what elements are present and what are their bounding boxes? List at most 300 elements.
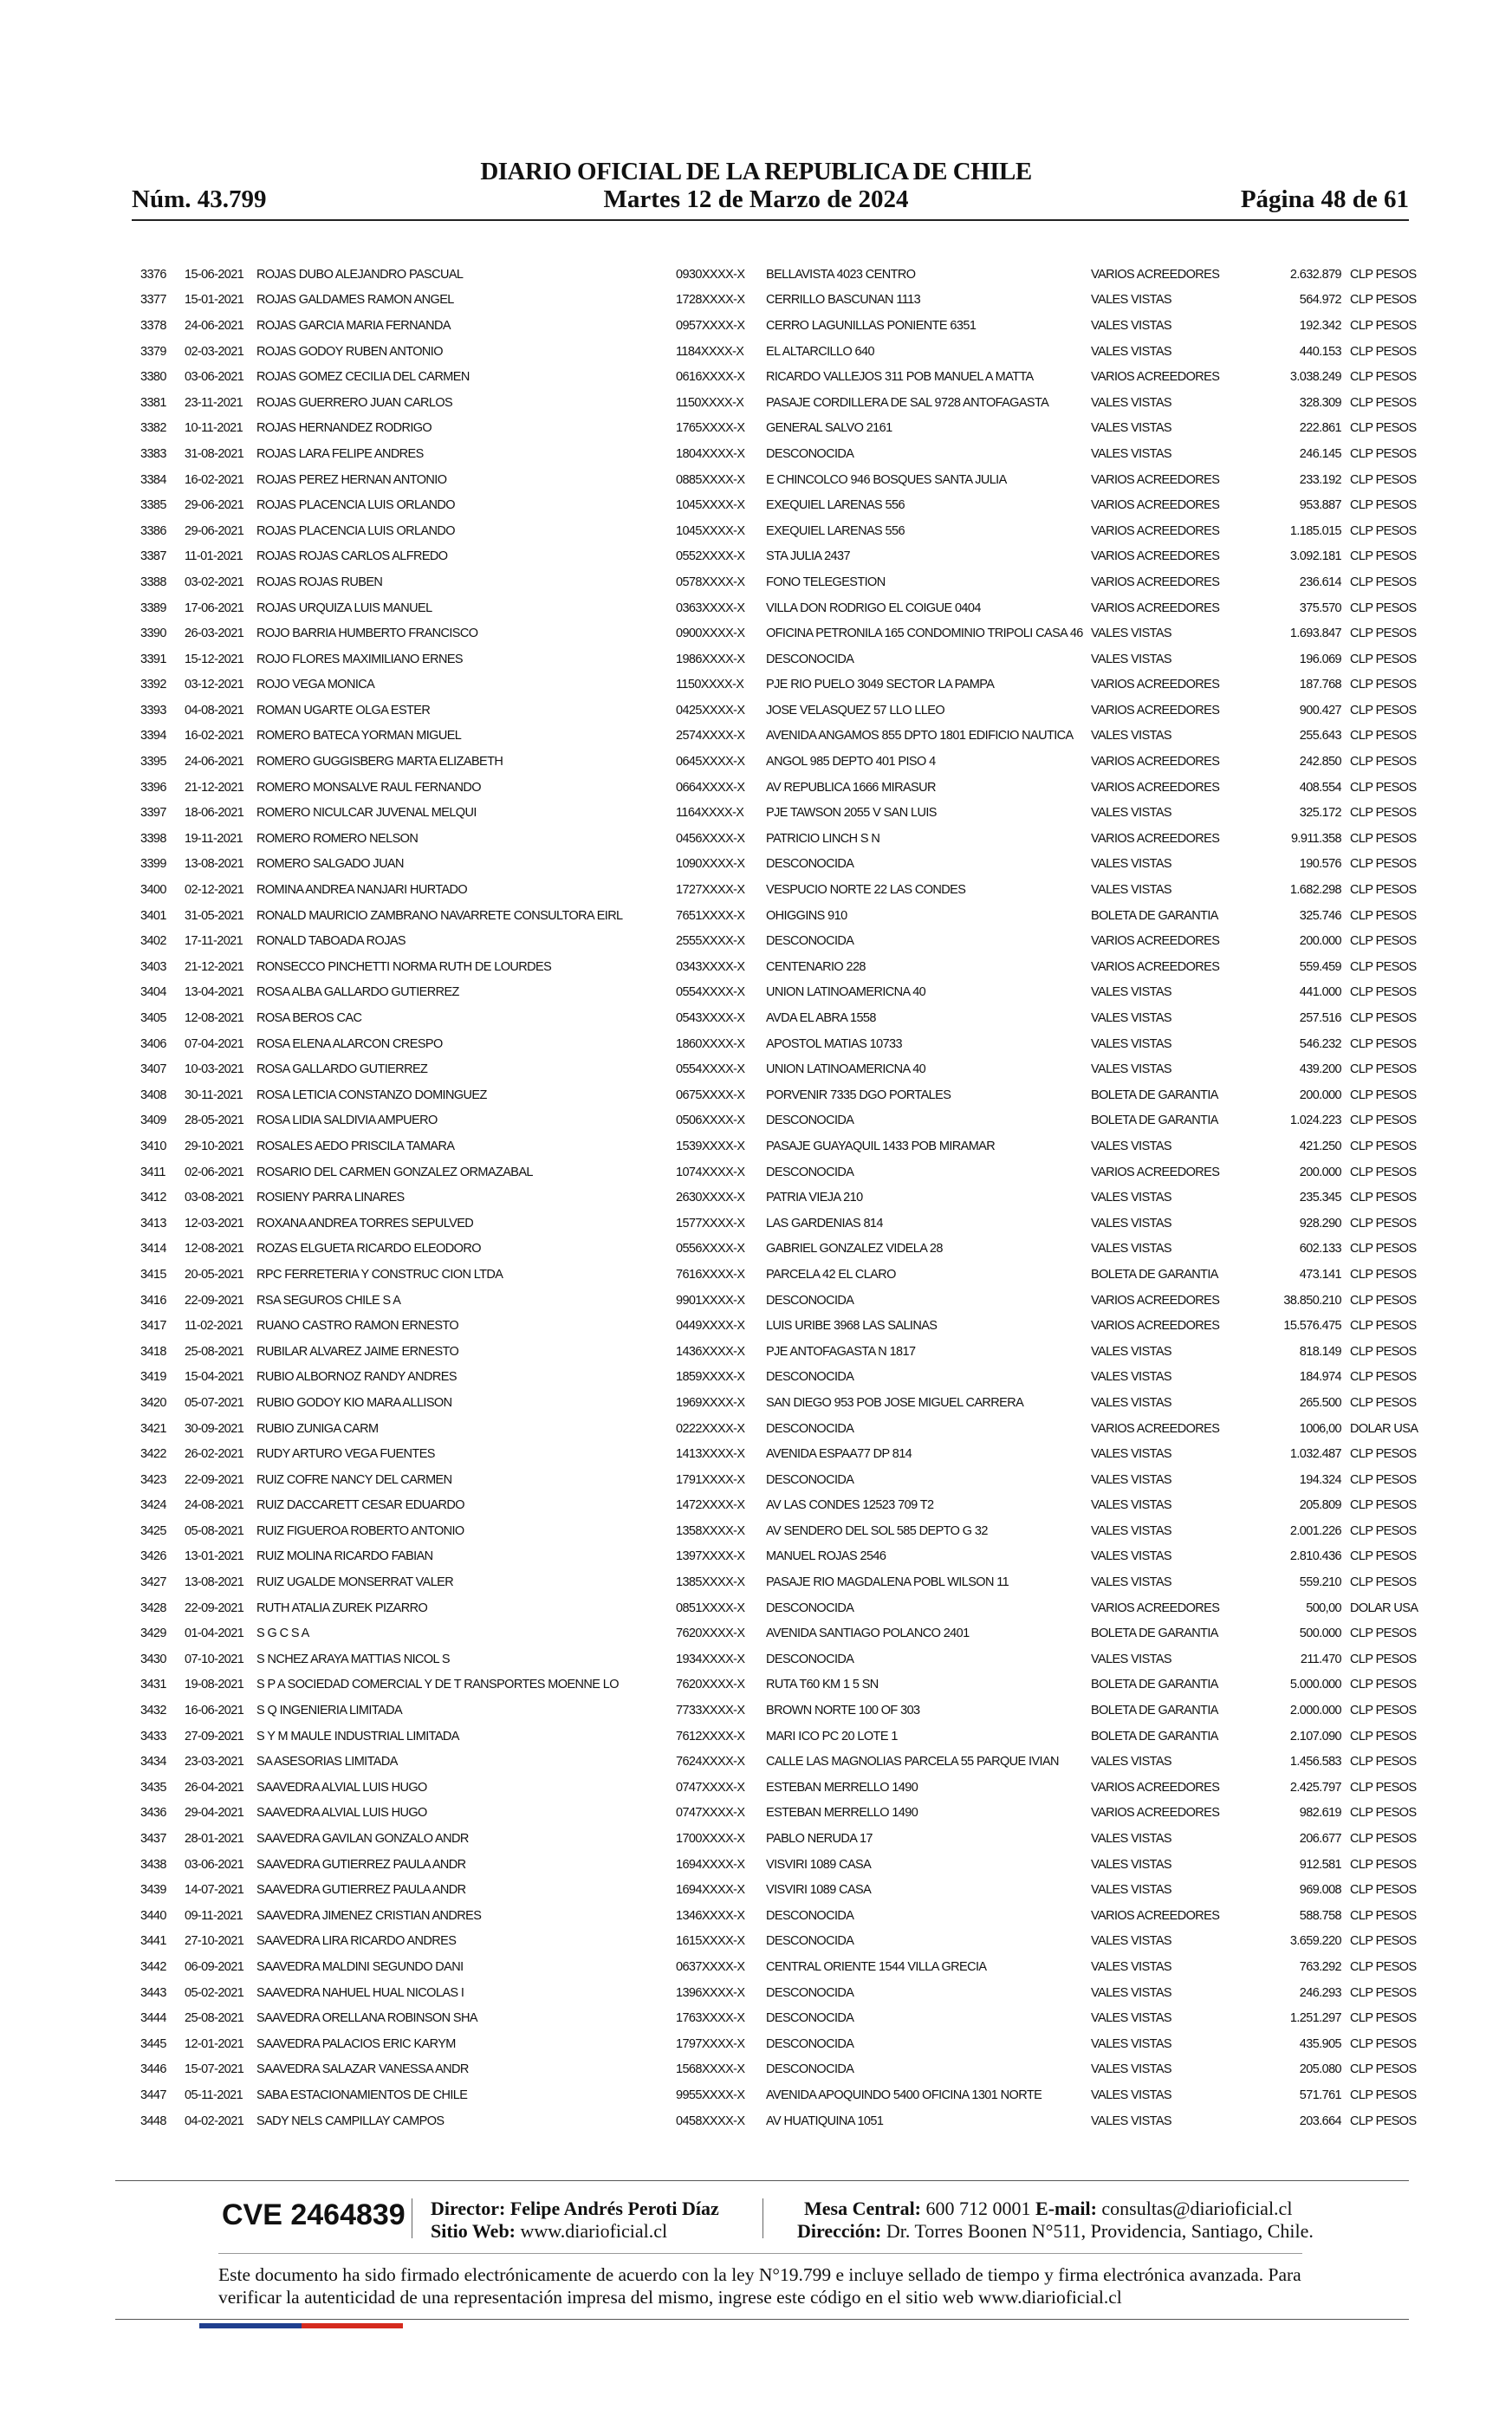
record-name: RUTH ATALIA ZUREK PIZARRO (256, 1601, 428, 1615)
record-date: 29-10-2021 (185, 1139, 244, 1153)
record-address: DESCONOCIDA (766, 2062, 854, 2077)
record-rut: 0458XXXX-X (676, 2114, 745, 2128)
record-amount: 5.000.000 (1289, 1678, 1341, 1692)
record-amount: 969.008 (1299, 1883, 1341, 1898)
website-link[interactable]: www.diarioficial.cl (520, 2220, 668, 2242)
table-row (140, 1185, 1423, 1211)
record-date: 22-09-2021 (185, 1293, 244, 1308)
record-amount: 439.200 (1299, 1062, 1341, 1077)
record-type: VALES VISTAS (1091, 1883, 1171, 1898)
table-row (140, 569, 1423, 595)
record-rut: 9901XXXX-X (676, 1293, 745, 1308)
record-date: 16-02-2021 (185, 472, 244, 487)
record-date: 15-07-2021 (185, 2062, 244, 2077)
record-currency: CLP PESOS (1350, 2088, 1417, 2102)
record-name: ROMERO NICULCAR JUVENAL MELQUI (256, 806, 477, 821)
table-row (140, 2108, 1423, 2134)
record-number: 3440 (140, 1908, 166, 1923)
record-amount: 440.153 (1299, 344, 1341, 359)
record-rut: 1727XXXX-X (676, 883, 745, 898)
record-currency: CLP PESOS (1350, 985, 1417, 1000)
record-rut: 0747XXXX-X (676, 1806, 745, 1821)
record-amount: 1.693.847 (1289, 627, 1341, 641)
address-value: Dr. Torres Boonen N°511, Providencia, Santiago, Chile. (886, 2220, 1314, 2242)
record-name: ROXANA ANDREA TORRES SEPULVED (256, 1216, 474, 1230)
table-row (140, 1159, 1423, 1185)
record-address: ANGOL 985 DEPTO 401 PISO 4 (766, 755, 936, 769)
record-amount: 559.210 (1299, 1575, 1341, 1590)
record-amount: 242.850 (1299, 755, 1341, 769)
record-rut: 0900XXXX-X (676, 627, 745, 641)
record-type: VARIOS ACREEDORES (1091, 959, 1220, 974)
record-number: 3404 (140, 985, 166, 1000)
record-name: SAAVEDRA GUTIERREZ PAULA ANDR (256, 1883, 466, 1898)
footer-divider-bottom (115, 2319, 1409, 2320)
record-currency: CLP PESOS (1350, 2114, 1417, 2128)
record-currency: CLP PESOS (1350, 1959, 1417, 1974)
record-type: VALES VISTAS (1091, 344, 1171, 359)
record-number: 3417 (140, 1319, 166, 1334)
record-date: 12-08-2021 (185, 1242, 244, 1256)
record-type: VALES VISTAS (1091, 652, 1171, 666)
record-address: CENTENARIO 228 (766, 959, 866, 974)
table-row (140, 1801, 1423, 1827)
table-row (140, 1826, 1423, 1852)
record-date: 26-03-2021 (185, 627, 244, 641)
record-amount: 982.619 (1299, 1806, 1341, 1821)
record-currency: CLP PESOS (1350, 627, 1417, 641)
table-row (140, 877, 1423, 903)
record-name: SAAVEDRA ALVIAL LUIS HUGO (256, 1780, 427, 1795)
record-rut: 0747XXXX-X (676, 1780, 745, 1795)
record-amount: 900.427 (1299, 703, 1341, 718)
record-type: VALES VISTAS (1091, 1062, 1171, 1077)
table-row (140, 1493, 1423, 1519)
record-address: DESCONOCIDA (766, 1934, 854, 1949)
record-currency: CLP PESOS (1350, 1523, 1417, 1538)
records-table (140, 262, 1423, 2133)
record-type: VARIOS ACREEDORES (1091, 755, 1220, 769)
record-name: SAAVEDRA ORELLANA ROBINSON SHA (256, 2011, 477, 2026)
record-rut: 1763XXXX-X (676, 2011, 745, 2026)
table-row (140, 724, 1423, 750)
record-rut: 2574XXXX-X (676, 729, 745, 743)
record-rut: 7733XXXX-X (676, 1704, 745, 1718)
record-type: VARIOS ACREEDORES (1091, 370, 1220, 385)
record-address: PORVENIR 7335 DGO PORTALES (766, 1088, 951, 1102)
record-currency: CLP PESOS (1350, 1498, 1417, 1513)
table-row (140, 1544, 1423, 1570)
record-date: 09-11-2021 (185, 1908, 243, 1923)
record-address: DESCONOCIDA (766, 1985, 854, 2000)
record-amount: 211.470 (1300, 1652, 1341, 1666)
record-number: 3409 (140, 1114, 166, 1128)
table-row (140, 1724, 1423, 1750)
record-amount: 763.292 (1299, 1959, 1341, 1974)
record-date: 18-06-2021 (185, 806, 244, 821)
table-row (140, 390, 1423, 416)
record-name: ROSA ALBA GALLARDO GUTIERREZ (256, 985, 459, 1000)
record-number: 3394 (140, 729, 166, 743)
record-address: DESCONOCIDA (766, 857, 854, 872)
record-number: 3388 (140, 575, 166, 589)
record-date: 01-04-2021 (185, 1627, 244, 1641)
record-amount: 435.905 (1299, 2036, 1341, 2051)
record-currency: CLP PESOS (1350, 806, 1417, 821)
record-address: DESCONOCIDA (766, 1652, 854, 1666)
record-name: ROSA GALLARDO GUTIERREZ (256, 1062, 428, 1077)
record-rut: 9955XXXX-X (676, 2088, 745, 2102)
flag-bar (199, 2323, 403, 2328)
record-name: ROJAS PLACENCIA LUIS ORLANDO (256, 498, 455, 513)
record-type: VARIOS ACREEDORES (1091, 1806, 1220, 1821)
record-address: PATRIA VIEJA 210 (766, 1191, 863, 1205)
record-rut: 0851XXXX-X (676, 1601, 745, 1615)
record-currency: CLP PESOS (1350, 1344, 1417, 1359)
record-rut: 1539XXXX-X (676, 1139, 745, 1153)
table-row (140, 416, 1423, 442)
record-currency: CLP PESOS (1350, 1191, 1417, 1205)
record-number: 3447 (140, 2088, 166, 2102)
record-address: AV LAS CONDES 12523 709 T2 (766, 1498, 934, 1513)
table-row (140, 1288, 1423, 1314)
record-name: ROJAS ROJAS RUBEN (256, 575, 383, 589)
record-rut: 7620XXXX-X (676, 1627, 745, 1641)
record-currency: CLP PESOS (1350, 1011, 1417, 1026)
record-rut: 1413XXXX-X (676, 1447, 745, 1462)
record-number: 3389 (140, 601, 166, 615)
table-row (140, 1056, 1423, 1082)
record-currency: CLP PESOS (1350, 1755, 1417, 1769)
record-date: 15-01-2021 (185, 293, 244, 308)
record-type: BOLETA DE GARANTIA (1091, 908, 1218, 923)
record-number: 3443 (140, 1985, 166, 2000)
record-address: AVDA EL ABRA 1558 (766, 1011, 876, 1026)
table-row (140, 1620, 1423, 1646)
record-date: 19-08-2021 (185, 1678, 244, 1692)
page-header (0, 0, 1512, 225)
record-date: 30-11-2021 (185, 1088, 243, 1102)
record-amount: 255.643 (1299, 729, 1341, 743)
record-currency: CLP PESOS (1350, 1678, 1417, 1692)
page-number: Página 48 de 61 (1240, 185, 1409, 213)
record-name: ROJAS LARA FELIPE ANDRES (256, 446, 424, 461)
record-date: 13-04-2021 (185, 985, 244, 1000)
record-date: 02-06-2021 (185, 1165, 244, 1179)
record-amount: 602.133 (1299, 1242, 1341, 1256)
record-currency: CLP PESOS (1350, 1704, 1417, 1718)
record-address: EXEQUIEL LARENAS 556 (766, 498, 905, 513)
record-currency: CLP PESOS (1350, 2062, 1417, 2077)
record-type: VARIOS ACREEDORES (1091, 1319, 1220, 1334)
record-address: OHIGGINS 910 (766, 908, 847, 923)
record-currency: CLP PESOS (1350, 857, 1417, 872)
record-type: VARIOS ACREEDORES (1091, 678, 1220, 692)
table-row (140, 775, 1423, 801)
record-type: VALES VISTAS (1091, 1755, 1171, 1769)
record-name: ROJO VEGA MONICA (256, 678, 375, 692)
record-date: 12-03-2021 (185, 1216, 244, 1230)
record-date: 13-01-2021 (185, 1549, 244, 1564)
record-currency: CLP PESOS (1350, 344, 1417, 359)
record-amount: 421.250 (1299, 1139, 1341, 1153)
record-name: SAAVEDRA GUTIERREZ PAULA ANDR (256, 1857, 466, 1872)
record-name: RUIZ MOLINA RICARDO FABIAN (256, 1549, 433, 1564)
record-number: 3426 (140, 1549, 166, 1564)
record-number: 3399 (140, 857, 166, 872)
record-type: VALES VISTAS (1091, 1985, 1171, 2000)
record-name: S Y M MAULE INDUSTRIAL LIMITADA (256, 1729, 459, 1743)
record-rut: 1472XXXX-X (676, 1498, 745, 1513)
record-currency: CLP PESOS (1350, 1857, 1417, 1872)
record-name: SAAVEDRA MALDINI SEGUNDO DANI (256, 1959, 464, 1974)
record-name: SAAVEDRA NAHUEL HUAL NICOLAS I (256, 1985, 464, 2000)
record-type: VALES VISTAS (1091, 1959, 1171, 1974)
record-amount: 3.659.220 (1289, 1934, 1341, 1949)
record-type: VARIOS ACREEDORES (1091, 1293, 1220, 1308)
record-number: 3430 (140, 1652, 166, 1666)
record-rut: 0456XXXX-X (676, 831, 745, 846)
publication-title: DIARIO OFICIAL DE LA REPUBLICA DE CHILE (480, 158, 1032, 185)
table-row (140, 954, 1423, 980)
record-type: VALES VISTAS (1091, 1242, 1171, 1256)
record-number: 3396 (140, 780, 166, 795)
record-type: VARIOS ACREEDORES (1091, 703, 1220, 718)
record-currency: CLP PESOS (1350, 883, 1417, 898)
record-type: VALES VISTAS (1091, 857, 1171, 872)
table-row (140, 980, 1423, 1006)
record-currency: CLP PESOS (1350, 908, 1417, 923)
record-type: VALES VISTAS (1091, 883, 1171, 898)
record-address: STA JULIA 2437 (766, 549, 850, 564)
record-number: 3379 (140, 344, 166, 359)
record-date: 14-07-2021 (185, 1883, 244, 1898)
record-rut: 1860XXXX-X (676, 1036, 745, 1051)
record-amount: 1.682.298 (1289, 883, 1341, 898)
record-number: 3406 (140, 1036, 166, 1051)
record-name: RPC FERRETERIA Y CONSTRUC CION LTDA (256, 1267, 503, 1282)
record-address: SAN DIEGO 953 POB JOSE MIGUEL CARRERA (766, 1395, 1024, 1410)
record-address: VISVIRI 1089 CASA (766, 1883, 872, 1898)
record-name: SAAVEDRA JIMENEZ CRISTIAN ANDRES (256, 1908, 482, 1923)
flag-bar-blue (199, 2323, 302, 2328)
record-currency: CLP PESOS (1350, 1370, 1417, 1385)
table-row (140, 1339, 1423, 1365)
record-rut: 1694XXXX-X (676, 1883, 745, 1898)
record-type: VALES VISTAS (1091, 2036, 1171, 2051)
record-number: 3434 (140, 1755, 166, 1769)
record-name: ROJAS PLACENCIA LUIS ORLANDO (256, 523, 455, 538)
record-amount: 233.192 (1299, 472, 1341, 487)
record-currency: CLP PESOS (1350, 575, 1417, 589)
record-address: RICARDO VALLEJOS 311 POB MANUEL A MATTA (766, 370, 1034, 385)
record-date: 28-01-2021 (185, 1832, 244, 1847)
record-address: MARI ICO PC 20 LOTE 1 (766, 1729, 898, 1743)
record-number: 3380 (140, 370, 166, 385)
record-name: RUANO CASTRO RAMON ERNESTO (256, 1319, 459, 1334)
record-currency: CLP PESOS (1350, 421, 1417, 436)
record-amount: 196.069 (1299, 652, 1341, 666)
record-name: RUIZ UGALDE MONSERRAT VALER (256, 1575, 454, 1590)
record-amount: 2.107.090 (1289, 1729, 1341, 1743)
record-number: 3390 (140, 627, 166, 641)
record-name: ROJAS DUBO ALEJANDRO PASCUAL (256, 267, 464, 282)
footer-divider-top (115, 2180, 1409, 2181)
record-rut: 1969XXXX-X (676, 1395, 745, 1410)
record-number: 3431 (140, 1678, 166, 1692)
record-currency: CLP PESOS (1350, 1985, 1417, 2000)
cve-code: CVE 2464839 (222, 2198, 406, 2231)
record-number: 3416 (140, 1293, 166, 1308)
record-number: 3378 (140, 318, 166, 333)
record-type: VALES VISTAS (1091, 1344, 1171, 1359)
record-type: VALES VISTAS (1091, 985, 1171, 1000)
record-rut: 1150XXXX-X (676, 395, 744, 410)
record-address: PATRICIO LINCH S N (766, 831, 880, 846)
mesa-label: Mesa Central: (804, 2198, 922, 2219)
table-row (140, 852, 1423, 878)
record-number: 3397 (140, 806, 166, 821)
record-number: 3419 (140, 1370, 166, 1385)
record-date: 17-11-2021 (185, 934, 243, 949)
record-address: PARCELA 42 EL CLARO (766, 1267, 896, 1282)
record-rut: 1694XXXX-X (676, 1857, 745, 1872)
record-rut: 1728XXXX-X (676, 293, 745, 308)
record-amount: 203.664 (1299, 2114, 1341, 2128)
record-date: 04-08-2021 (185, 703, 244, 718)
record-type: BOLETA DE GARANTIA (1091, 1704, 1218, 1718)
record-name: ROSA ELENA ALARCON CRESPO (256, 1036, 443, 1051)
record-amount: 928.290 (1299, 1216, 1341, 1230)
record-currency: CLP PESOS (1350, 395, 1417, 410)
record-name: ROZAS ELGUETA RICARDO ELEODORO (256, 1242, 481, 1256)
record-date: 24-08-2021 (185, 1498, 244, 1513)
record-name: ROJAS GOMEZ CECILIA DEL CARMEN (256, 370, 470, 385)
record-amount: 564.972 (1299, 293, 1341, 308)
record-number: 3445 (140, 2036, 166, 2051)
record-rut: 1164XXXX-X (676, 806, 744, 821)
table-row (140, 1646, 1423, 1672)
table-row (140, 2005, 1423, 2031)
record-name: SA ASESORIAS LIMITADA (256, 1755, 398, 1769)
table-row (140, 2057, 1423, 2083)
table-row (140, 1005, 1423, 1031)
record-date: 11-02-2021 (185, 1319, 243, 1334)
record-address: DESCONOCIDA (766, 446, 854, 461)
record-address: ESTEBAN MERRELLO 1490 (766, 1780, 918, 1795)
record-rut: 0506XXXX-X (676, 1114, 745, 1128)
record-date: 16-06-2021 (185, 1704, 244, 1718)
record-rut: 1700XXXX-X (676, 1832, 745, 1847)
record-address: VESPUCIO NORTE 22 LAS CONDES (766, 883, 966, 898)
record-currency: CLP PESOS (1350, 1729, 1417, 1743)
record-amount: 328.309 (1299, 395, 1341, 410)
record-date: 05-11-2021 (185, 2088, 243, 2102)
table-row (140, 364, 1423, 390)
record-currency: CLP PESOS (1350, 1088, 1417, 1102)
record-rut: 0543XXXX-X (676, 1011, 745, 1026)
record-number: 3420 (140, 1395, 166, 1410)
record-rut: 0664XXXX-X (676, 780, 745, 795)
record-date: 29-04-2021 (185, 1806, 244, 1821)
record-rut: 7624XXXX-X (676, 1755, 745, 1769)
table-row (140, 1108, 1423, 1134)
email-link[interactable]: consultas@diarioficial.cl (1101, 2198, 1293, 2219)
record-name: RUDY ARTURO VEGA FUENTES (256, 1447, 435, 1462)
record-rut: 1358XXXX-X (676, 1523, 745, 1538)
table-row (140, 2031, 1423, 2057)
record-type: VALES VISTAS (1091, 395, 1171, 410)
table-row (140, 313, 1423, 339)
table-row (140, 2082, 1423, 2108)
record-address: E CHINCOLCO 946 BOSQUES SANTA JULIA (766, 472, 1007, 487)
record-number: 3437 (140, 1832, 166, 1847)
record-amount: 246.293 (1299, 1985, 1341, 2000)
table-row (140, 1441, 1423, 1467)
record-amount: 194.324 (1299, 1472, 1341, 1487)
record-date: 07-04-2021 (185, 1036, 244, 1051)
record-currency: CLP PESOS (1350, 1575, 1417, 1590)
record-number: 3429 (140, 1627, 166, 1641)
record-name: ROSIENY PARRA LINARES (256, 1191, 405, 1205)
record-date: 03-08-2021 (185, 1191, 244, 1205)
table-row (140, 1082, 1423, 1108)
record-name: RUIZ COFRE NANCY DEL CARMEN (256, 1472, 452, 1487)
table-row (140, 441, 1423, 467)
record-currency: CLP PESOS (1350, 267, 1417, 282)
record-number: 3422 (140, 1447, 166, 1462)
record-number: 3391 (140, 652, 166, 666)
record-date: 28-05-2021 (185, 1114, 244, 1128)
record-rut: 1074XXXX-X (676, 1165, 745, 1179)
record-currency: DOLAR USA (1350, 1421, 1418, 1436)
record-date: 02-03-2021 (185, 344, 244, 359)
record-currency: CLP PESOS (1350, 1780, 1417, 1795)
record-date: 21-12-2021 (185, 780, 244, 795)
address-line (797, 2220, 1314, 2243)
record-currency: CLP PESOS (1350, 1832, 1417, 1847)
record-currency: CLP PESOS (1350, 1472, 1417, 1487)
record-name: ROJO FLORES MAXIMILIANO ERNES (256, 652, 464, 666)
record-type: VALES VISTAS (1091, 293, 1171, 308)
publication-date: Martes 12 de Marzo de 2024 (603, 185, 909, 213)
record-currency: CLP PESOS (1350, 1447, 1417, 1462)
record-rut: 7616XXXX-X (676, 1267, 745, 1282)
records-body (140, 262, 1423, 2133)
record-date: 27-10-2021 (185, 1934, 244, 1949)
record-number: 3444 (140, 2011, 166, 2026)
record-name: ROJAS ROJAS CARLOS ALFREDO (256, 549, 448, 564)
table-row (140, 903, 1423, 929)
record-currency: CLP PESOS (1350, 1165, 1417, 1179)
record-amount: 184.974 (1299, 1370, 1341, 1385)
record-number: 3401 (140, 908, 166, 923)
record-rut: 1568XXXX-X (676, 2062, 745, 2077)
record-address: CALLE LAS MAGNOLIAS PARCELA 55 PARQUE IVIAN (766, 1755, 1059, 1769)
record-address: DESCONOCIDA (766, 1601, 854, 1615)
record-rut: 0554XXXX-X (676, 985, 745, 1000)
record-rut: 1397XXXX-X (676, 1549, 745, 1564)
record-amount: 375.570 (1299, 601, 1341, 615)
record-currency: CLP PESOS (1350, 1908, 1417, 1923)
record-currency: CLP PESOS (1350, 1395, 1417, 1410)
record-date: 25-08-2021 (185, 1344, 244, 1359)
table-row (140, 467, 1423, 493)
record-number: 3436 (140, 1806, 166, 1821)
record-currency: CLP PESOS (1350, 472, 1417, 487)
record-type: VARIOS ACREEDORES (1091, 523, 1220, 538)
record-rut: 0675XXXX-X (676, 1088, 745, 1102)
